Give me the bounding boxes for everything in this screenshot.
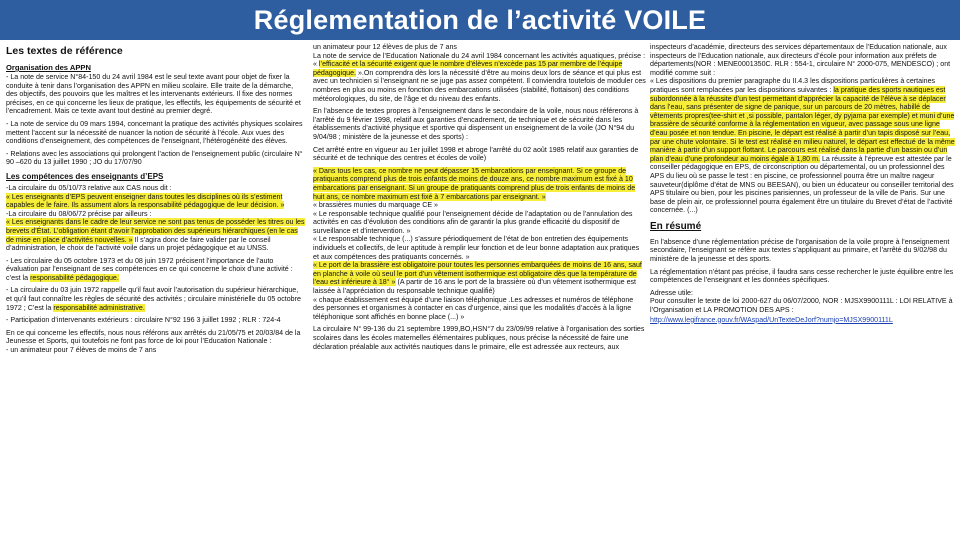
highlight-right-test: la pratique des sports nautiques est subordonnée à la réussite d’un test permettant d’apprécier la capacité de l’élève à se déplacer dans l’eau, sans présenter de signe de panique, sur un parcours de 20 mètres, habillé de vêtements propres(tee-shirt et ,si possible, pantalon léger, dy pyjama par exemple) et muni d’une brassière de sécurité conforme à la réglementation en vigueur, avec passage sous une ligne d’eau posée et non tendue. En piscine, le départ est réalisé à partir d’un tapis disposé sur l’eau, par une chute volontaire. Si le test est réalisé en milieu naturel, le départ est effectué de la même manière à partir d’un support flottant. Le parcours est réalisé dans la partie d’un bassin ou d’un plan d’eau d’une profondeur au moins égale à 1,80 m.	[650, 85, 955, 163]
paragraph-appn-2: - La note de service du 09 mars 1994, concernant la pratique des activités physiques scolaires mettent l’accent sur la nécessité de nuancer la notion de sécurité à l’école. Aux vues des conditions d’enseignement, des compétences de l’enseignant, l’hétérogénéité des élèves.	[6, 119, 303, 146]
page-title: Réglementation de l’activité VOILE	[253, 4, 707, 35]
paragraph-resume-1: En l’absence d’une réglementation précise de l’organisation de la voile propre à l’enseignement secondaire, l’enseignant se réfère aux textes s’appliquant au primaire, et l’arrêté du 9/02/98 du ministère de la jeunesse et des sports.	[650, 237, 950, 264]
paragraph-comp-1: -La circulaire du 05/10/73 relative aux CAS nous dit :	[6, 183, 172, 192]
paragraph-mid-2: La note de service de l’Education Nationale du 24 avril 1984 concernant les activités aquatiques, précise :	[313, 51, 646, 60]
paragraph-mid-7: « brassières munies du marquage CE »	[313, 201, 438, 210]
paragraph-comp-6: En ce qui concerne les effectifs, nous nous référons aux arrêtés du 21/05/75 et 20/03/84 de la Jeunesse et Sports, qui toutefois ne font pas force de loi pour l’Education Nationale :	[6, 328, 301, 346]
paragraph-comp-2b: Il s’agira donc de faire valider par le conseil d’administration, le choix de l’activité voile dans un projet pédagogique et au UNSS.	[6, 235, 271, 253]
subheading-competences: Les compétences des enseignants d’EPS	[6, 171, 164, 181]
section-heading-references: Les textes de référence	[6, 45, 123, 57]
paragraph-resume-4: Pour consulter le texte de loi 2000-627 du 06/07/2000, NOR : MJSX9900111L : LOI RELATIVE à l’Organisation et LA PROMOTION DES APS :	[650, 297, 953, 315]
highlight-comp-1: « Les enseignants d’EPS peuvent enseigner dans toutes les disciplines où ils s’estiment capables de le faire. Ils assument alors la responsabilité pédagogique de leur décision. »	[6, 192, 285, 210]
legifrance-link[interactable]: http://www.legifrance.gouv.fr/WAspad/UnTexteDeJorf?numjo=MJSX9900111L	[650, 315, 893, 324]
paragraph-appn-3: - Relations avec les associations qui prolongent l’action de l’enseignement public (circulaire N° 90 –620 du 13 juillet 1990 ; JO du 17/07/90	[6, 149, 303, 167]
paragraph-mid-5: Cet arrêté entre en vigueur au 1er juillet 1998 et abroge l’arrêté du 02 août 1985 relatif aux garanties de sécurité et de technique des centres et écoles de voile)	[313, 145, 639, 163]
subheading-resume: En résumé	[650, 220, 702, 232]
paragraph-mid-9: « Le responsable technique (...) s’assure périodiquement de l’état de bon entretien des équipements individuels et collectifs, de leur aptitude à remplir leur fonction et de leur bonne adaptation aux pratiques et aux compétences des pratiquants concernés. »	[313, 235, 640, 261]
highlight-comp-2: « Les enseignants dans le cadre de leur service ne sont pas tenus de posséder les titres ou les brevets d’État. L’obligation étant d’avoir l’approbation des supérieurs hiérarchiques (en le cas de mise en place d’activités nouvelles. »	[6, 218, 305, 244]
subheading-appn: Organisation des APPN	[6, 63, 91, 72]
paragraph-mid-4: En l’absence de textes propres à l’enseignement dans le secondaire de la voile, nous nous référerons à l’arrêté du 9 février 1998, relatif aux garanties d’encadrement, de technique et de sécurité dans les établissements d’activité physique et sportive qui dispensent un enseignement de la voile (JO N°94 du 9/04/98 ; ministère de la jeunesse et des sports) :	[313, 107, 639, 141]
paragraph-comp-3: - Les circulaire du 05 octobre 1973 et du 08 juin 1972 précisent l’importance de l’auto évaluation par l’enseignant de ses compétences en ce qui concerne le choix d’une activité : c’est la	[6, 256, 293, 282]
highlight-mid-embarcations: « Dans tous les cas, ce nombre ne peut dépasser 15 embarcations par enseignant. Si ce groupe de pratiquants comprend plus de trois enfants de moins de douze ans, ce nombre maximum est fixé à 10 embarcations par enseignant. Si un groupe de pratiquants comprend plus de trois enfants de moins de huit ans, ce nombre maximum est fixé à 7 embarcations par enseignant. »	[313, 166, 636, 201]
paragraph-mid-10: (A partir de 16 ans le port de la brassière où d’un vêtement isothermique est laissée à l’appréciation du responsable technique qualifié)	[313, 278, 637, 296]
paragraph-appn-1: - La note de service N°84-150 du 24 avril 1984 est le seul texte avant pour objet de fixer la conduite à tenir dans l’organisation des APPN en milieu scolaire. Elle traite de la démarche, des objectifs, des pouvoirs que les maîtres et les intervenants extérieurs. Il fixe des normes précises, en ce qui concerne les lieux de pratique, les effectifs, les équipements de sécurité et l’encadrement. Mais ce texte avant tout destiné au premier degré.	[6, 73, 301, 116]
paragraph-comp-5: - Participation d’intervenants extérieurs : circulaire N°92 196 3 juillet 1992 ; RLR : 724-4	[6, 316, 281, 325]
paragraph-comp-7: - un animateur pour 7 élèves de moins de 7 ans	[6, 346, 157, 355]
column-right	[650, 43, 956, 539]
highlight-mid-brassiere: « Le port de la brassière est obligatoire pour toutes les personnes embarquées de moins de 16 ans, sauf en planche à voile où seul le port d’un vêtement isothermique est obligatoire dès que la température de l’eau est inférieure à 18° »	[313, 261, 642, 287]
paragraph-comp-4: - La circulaire du 03 juin 1972 rappelle qu’il faut avoir l’autorisation du supérieur hiérarchique, et qu’il faut connaître les règles de sécurité des activités ; circulaire ministérielle du 05 octobre 1972 ; C’est la	[6, 286, 301, 312]
title-bar	[0, 0, 960, 40]
paragraph-right-2: « Les dispositions du premier paragraphe du II.4.3 les dispositions particulières à certaines pratiques sont remplacées par les dispositions suivantes :	[650, 77, 936, 94]
paragraph-right-1: inspecteurs d’académie, directeurs des services départementaux de l’Education nationale, aux inspecteurs de l’Education nationale, aux directeurs d’école pour information aux préfets de départements(NOR : MENE0001350C. RLR : 554-1, circulaire N° 2000-075, MENDESCO) ; ont modifié comme suit :	[650, 43, 951, 77]
paragraph-comp-2: -La circulaire du 08/06/72 précise par ailleurs :	[6, 209, 152, 218]
paragraph-resume-2: La réglementation n’étant pas précise, il faudra sans cesse rechercher le juste équilibre entre les compétences de l’enseignant et les données spécifiques.	[650, 267, 954, 285]
column-left	[6, 43, 306, 539]
column-middle	[313, 43, 646, 539]
paragraph-mid-11: « chaque établissement est équipé d’une liaison téléphonique .Les adresses et numéros de téléphone des personnes et organismes à contacter en cas d’urgence, ainsi que les modalités d’accès à la ligne téléphonique sont affichés en bonne place (...) »	[313, 295, 634, 321]
paragraph-mid-1: un animateur pour 12 élèves de plus de 7 ans	[313, 43, 457, 51]
highlight-resp-pedagogique: responsabilité pédagogique.	[30, 273, 119, 282]
highlight-resp-administrative: responsabilité administrative.	[53, 303, 145, 312]
paragraph-mid-3: ».On comprendra dès lors la nécessité d’être au moins deux lors de séance et qui plus est avec un technicien si l’enseignant ne se juge pas assez compétent. Il conviendra toutefois de moduler ces nombres en plus ou moins en fonction des embarcations utilisées (stabilité, flottaison) des conditions météorologiques, du site, de l’âge et du niveau des enfants.	[313, 68, 646, 103]
paragraph-mid-8: « Le responsable technique qualifié pour l’enseignement décide de l’adaptation ou de l’annulation des activités en cas d’évolution des conditions afin de garantir la plus grande efficacité du dispositif de surveillance et d’intervention. »	[313, 209, 633, 235]
highlight-mid-effectifs: l’efficacité et la sécurité exigent que le nombre d’élèves n’excède pas 15 par membre de l’équipe pédagogique.	[313, 60, 623, 77]
paragraph-mid-12: La circulaire N° 99-136 du 21 septembre 1999,BO,HSN°7 du 23/09/99 relative à l’organisation des sorties scolaires dans les écoles maternelles élémentaires publiques, nous précise la nécessité de faire une déclaration préalable aux activités nautiques dans le primaire, elle est adressée aux recteurs, aux	[313, 325, 645, 351]
paragraph-right-2b: La réussite à l’épreuve est attestée par le conseiller pédagogique en EPS, de circonscription ou départemental, ou un professionnel des APS du lieu où se passe le test : en piscine, ce professionnel pourra être un maître nageur sauveteur(diplôme d’état de MNS ou BEESAN), ou bien un éducateur ou conseiller territorial des APS titulaire ou bien, pour les piscines parisiennes, un professeur de la ville de Paris. Sur une base de plein air, ce professionnel pourra également être un titulaire du Brevet d’état de l’activité concernée. (...)	[650, 154, 954, 215]
quote-open: «	[313, 60, 319, 69]
paragraph-resume-3: Adresse utile:	[650, 288, 693, 297]
